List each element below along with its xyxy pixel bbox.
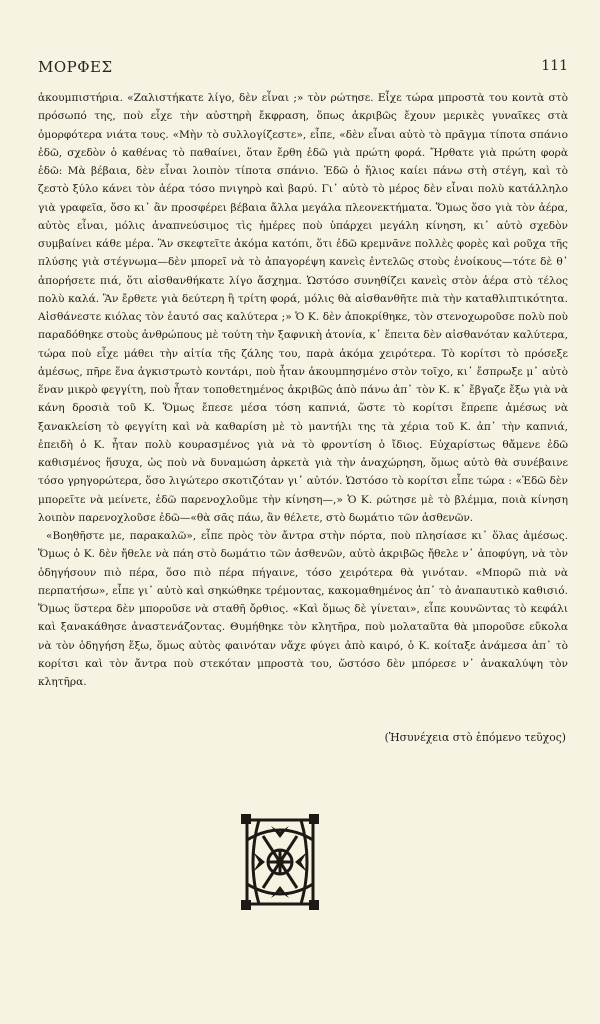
- page-number: 111: [541, 58, 568, 74]
- article-body: [38, 89, 568, 691]
- paragraph: ἀκουμπιστήρια. «Ζαλιστήκατε λίγο, δὲν εἶναι ;» τὸν ρώτησε. Εἶχε τώρα μπροστὰ του κοντὰ στὸ πρόσωπό της, ποὺ εἶχε τὴν αὐστηρὴ ἔκφραση, ὅπως ἀκριβῶς ἔχουν μερικὲς γυναῖκες στὰ ὀμορφότερα νιάτα τους. «Μὴν τὸ συλλογίζεστε», εἶπε, «δὲν εἶναι αὐτὸ τὸ πρᾶγμα τίποτα σπάνιο ἐδῶ, σχεδὸν ὁ καθένας τὸ παθαίνει, ὅταν ἔρθη ἐδῶ γιὰ πρώτη φορά. Ἤρθατε γιὰ πρώτη φορὰ ἐδῶ: Μὰ βέβαια, δὲν εἶναι λοιπὸν τίποτα σπάνιο. Ἐδῶ ὁ ἥλιος καίει πάνω στὴ στέγη, καὶ τὸ ζεστὸ ξύλο κάνει τὸν ἀέρα τόσο πνιγηρὸ καὶ βαρύ. Γι᾿ αὐτὸ τὸ μέρος δὲν εἶναι πολὺ κατάλληλο γιὰ γραφεῖα, ὅσο κι᾿ ἂν προσφέρει βέβαια ἄλλα μεγάλα πλεονεκτήματα. Ὅμως ὅσο γιὰ τὸν ἀέρα, αὐτὸς εἶναι, μόλις ἀναπνεύσιμος τὶς ἡμέρες ποὺ ὑπάρχει μεγάλη κίνηση, κι᾿ αὐτὸ σχεδὸν συμβαίνει κάθε μέρα. Ἂν σκεφτεῖτε ἀκόμα κατόπι, ὅτι ἐδῶ κρεμνᾶνε πολλὲς φορὲς καὶ ροῦχα τῆς πλύσης γιὰ στέγνωμα—δὲν μπορεῖ νὰ τὸ ἀπαγορέψη κανεὶς ἐντελῶς στοὺς ἐνοίκους—τότε δὲ θ᾿ ἀπορήσετε πιά, ὅτι αἰσθανθήκατε λίγο ἄσχημα. Ὡστόσο συνηθίζει κανεὶς στὸν ἀέρα στὸ τέλος πολὺ καλά. Ἂν ἔρθετε γιὰ δεύτερη ἢ τρίτη φορά, μόλις θὰ αἰσθανθῆτε πιὰ τὴν καταθλιπτικότητα. Αἰσθάνεστε κιόλας τὸν ἑαυτό σας καλύτερα ;» Ὁ Κ. δὲν ἀποκρίθηκε, τὸν στενοχωροῦσε πολὺ ποὺ παραδόθηκε στοὺς ἀνθρώπους μὲ τούτη τὴν ξαφνικὴ ἀτονία, κ᾿ ἔπειτα δὲν αἰσθανόταν καλύτερα, τώρα ποὺ εἶχε μάθει τὴν αἰτία τῆς ζάλης του, παρὰ ἀκόμα χειρότερα. Τὸ κορίτσι τὸ πρόσεξε ἀμέσως, πῆρε ἕνα ἀγκιστρωτὸ κοντάρι, ποὺ ἦταν ἀκουμπησμένο στὸν τοῖχο, κι᾿ ἔσπρωξε μ᾿ αὐτὸ ἕναν μικρὸ φεγγίτη, ποὺ ἦταν τοποθετημένος ἀκριβῶς ἀπὸ πάνω ἀπ᾿ τὸν Κ. κ᾿ ἔβγαζε ἔξω γιὰ νὰ κάνη δροσιὰ τοῦ Κ. Ὅμως ἔπεσε μέσα τόση καπνιά, ὥστε τὸ κορίτσι ἔπρεπε ἀμέσως νὰ ξανακλείση τὸ φεγγίτη καὶ νὰ καθαρίση μὲ τὸ μαντήλι της τὰ χέρια τοῦ Κ. ἀπ᾿ τὴν καπνιά, ἐπειδὴ ὁ Κ. ἦταν πολὺ κουρασμένος γιὰ νὰ τὸ φροντίση ὁ ἴδιος. Εὐχαρίστως θἄμενε ἐδῶ καθισμένος ἥσυχα, ὡς ποὺ νὰ δυναμώση ἀρκετὰ γιὰ τὴν ἀναχώρηση, ὅμως αὐτὸ θὰ συνέβαινε τόσο γρηγορώτερα, ὅσο λιγώτερο σκοτιζόταν γι᾿ αὐτόν. Ὡστόσο τὸ κορίτσι εἶπε τώρα : «Ἐδῶ δὲν μπορεῖτε νὰ μείνετε, ἐδῶ παρενοχλοῦμε τὴν κίνηση—,» Ὁ Κ. ρώτησε μὲ τὸ βλέμμα, ποιὰ κίνηση λοιπὸν παρενοχλοῦσε ἐδῶ—«θὰ σᾶς πάω, ἂν θέλετε, στὸ δωμάτιο τῶν ἀσθενῶν.: [38, 92, 568, 524]
- paragraph: «Βοηθῆστε με, παρακαλῶ», εἶπε πρὸς τὸν ἄντρα στὴν πόρτα, ποὺ πλησίασε κι᾿ ὅλας ἀμέσως. Ὅμως ὁ Κ. δὲν ἤθελε νὰ πάη στὸ δωμάτιο τῶν ἀσθενῶν, αὐτὸ ἀκριβῶς ἤθελε ν᾿ ἀποφύγη, νὰ τὸν ὁδηγήσουν πιὸ πέρα, ὅσο πιὸ πέρα πήγαινε, τόσο χειρότερα θὰ γινόταν. «Μπορῶ πιὰ νὰ περπατήσω», εἶπε γι᾿ αὐτὸ καὶ σηκώθηκε τρέμοντας, κακομαθημένος ἀπ᾿ τὸ ἀναπαυτικὸ καθισιό. Ὅμως ὕστερα δὲν μποροῦσε νὰ σταθῆ ὄρθιος. «Καὶ ὅμως δὲ γίνεται», εἶπε κουνῶντας τὸ κεφάλι καὶ ξανακάθησε ἀναστενάζοντας. Θυμήθηκε τὸν κλητῆρα, ποὺ μολαταῦτα θὰ μποροῦσε εὔκολα νὰ τὸν ὁδηγήση ἔξω, ὅμως αὐτὸς φαινόταν νἄχε φύγει ἀπὸ καιρό, ὁ Κ. κοίταξε ἀνάμεσα ἀπ᾿ τὸ κορίτσι καὶ τὸν ἄντρα ποὺ στεκόταν μπροστὰ του, ὥστόσο δὲν μπόρεσε ν᾿ ἀνακαλύψη τὸν κλητῆρα.: [38, 530, 568, 688]
- continuation-note: (Ἠσυνέχεια στὸ ἑπόμενο τεῦχος): [384, 731, 566, 744]
- running-title: ΜΟΡΦΕΣ: [38, 58, 113, 76]
- celtic-knot-ornament-icon: [239, 812, 321, 912]
- page-header: [38, 58, 568, 82]
